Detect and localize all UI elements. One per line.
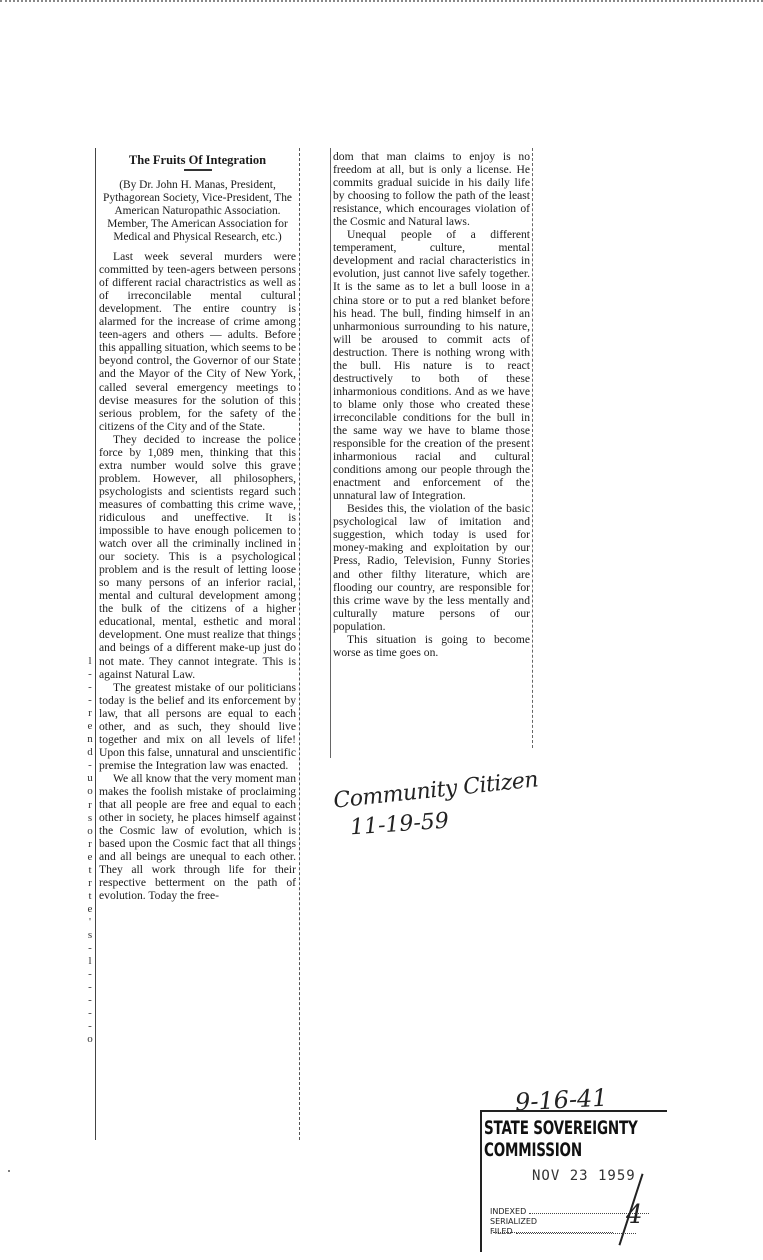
margin-letter: r	[88, 798, 92, 811]
stamp-received-date: NOV 23 1959	[532, 1168, 636, 1184]
column-rule-second-left	[330, 148, 331, 758]
margin-letter: o	[87, 785, 93, 798]
margin-letter: o	[87, 824, 93, 837]
stamp-field-filed: FILED	[490, 1227, 660, 1236]
margin-letter: l	[88, 955, 92, 968]
paragraph: They decided to increase the police force by 1,089 men, thinking that this extra number would solve this grave problem. However, all philosophers, psychologists and scientists regard such measures of combatting this crime wave, ridiculous and uneffective. It is impossible to have enough policemen to watch over all the criminally inclined in our society. This is a psychological problem and is the result of letting loose so many persons of an inferior racial, mental and cultural development among the bulk of the citizens of a higher educational, mental, esthetic and moral development. One must realize that things and beings of a different make-up just do not mate. They cannot integrate. This is against Natural Law.	[99, 432, 296, 681]
margin-letter: o	[87, 1033, 93, 1046]
margin-letter: -	[88, 994, 92, 1007]
handwritten-date-note: 11-19-59	[349, 808, 450, 841]
paragraph: Besides this, the violation of the basic psychological law of imitation and suggestion, which today is used for money-making and exploitation by our Press, Radio, Television, Funny Stories and other filthy literature, which are flooding our country, are responsible for this crime wave by the less mentally and culturally mature persons of our population.	[333, 502, 530, 633]
margin-letter: e	[87, 850, 93, 863]
clipped-margin-letters	[85, 655, 95, 1046]
stamp-field-indexed: INDEXED	[490, 1207, 660, 1216]
stamp-title: STATE SOVEREIGNTY COMMISSION	[484, 1118, 638, 1162]
column-rule-left	[95, 148, 96, 1140]
margin-letter: r	[88, 707, 92, 720]
paragraph: dom that man claims to enjoy is no freedom at all, but is only a license. He commits gradual suicide in his daily life by choosing to follow the path of the least resistance, which encourages violation of the Cosmic and Natural laws.	[333, 150, 530, 229]
margin-letter: '	[89, 915, 91, 928]
headline-rule	[184, 169, 212, 171]
article-column-1	[99, 150, 296, 1140]
article-headline: The Fruits Of Integration	[128, 153, 267, 167]
margin-letter: -	[88, 981, 92, 994]
handwritten-source-note: Community Citizen	[332, 767, 540, 814]
margin-letter: -	[88, 681, 92, 694]
article-column-2	[333, 150, 530, 659]
paragraph: Unequal people of a different temperament, culture, mental development and racial characteristics in evolution, just cannot live safely together. It is the same as to let a bull loose in a china store or to put a red blanket before his head. The bull, finding himself in an unharmonious surrounding to his nature, will be aroused to commit acts of destruction. There is nothing wrong with the bull. His nature is to react destructively to both of these inharmonious conditions. And as we have to blame only those who created these irreconcilable conditions for the bull in the same way we have to blame those responsible for the creation of the present inharmonious racial and cultural conditions among our people through the enactment and enforcement of the unnatural law of Integration.	[333, 228, 530, 503]
article-byline: (By Dr. John H. Manas, President, Pythagorean Society, Vice-President, The American Naturopathic Association. Member, The American Association for Medical and Physical Research, etc.)	[103, 179, 292, 244]
paragraph: Last week several murders were committed by teen-agers between persons of different racial charactristics as well as of irreconcilable mental cultural development. The entire country is alarmed for the increase of crime among teen-agers and others — adults. Before this appalling situation, which seems to be beyond control, the Governor of our State and the Mayor of the City of New York, called several emergency meetings to devise measures for the solution of this serious problem, for the safety of the citizens of the City and of the State.	[99, 250, 296, 433]
scan-speck	[8, 1170, 10, 1172]
margin-letter: -	[88, 942, 92, 955]
margin-letter: -	[88, 1007, 92, 1020]
margin-letter: t	[88, 889, 92, 902]
margin-letter: s	[87, 928, 93, 941]
margin-letter: r	[88, 837, 92, 850]
margin-letter: -	[88, 668, 92, 681]
margin-letter: l	[88, 655, 92, 667]
paragraph: We all know that the very moment man makes the foolish mistake of proclaiming that all people are free and equal to each other in society, he places himself against the Cosmic law of evolution, which is based upon the Cosmic fact that all things and all beings are unequal to each other. They all work through life for their respective betterment on the path of evolution. Today the free-	[99, 771, 296, 903]
margin-letter: t	[88, 863, 92, 876]
column-rule-right	[532, 148, 533, 748]
margin-letter: -	[88, 968, 92, 981]
margin-letter: s	[87, 811, 93, 824]
stamp-file-number: 9-16-41	[514, 1083, 609, 1117]
column-rule-middle	[299, 148, 300, 1140]
margin-letter: r	[88, 876, 92, 889]
stamp-field-serialized: SERIALIZED	[490, 1217, 660, 1235]
margin-letter: -	[88, 759, 92, 772]
margin-letter: -	[88, 694, 92, 707]
paragraph: This situation is going to become worse as time goes on.	[333, 632, 530, 659]
margin-letter: d	[87, 746, 93, 759]
stamp-initial: 4	[626, 1200, 643, 1230]
margin-letter: e	[87, 720, 93, 733]
margin-letter: u	[87, 772, 93, 785]
margin-letter: n	[87, 733, 93, 746]
margin-letter: e	[87, 902, 93, 915]
page-top-dashed-border	[0, 0, 763, 2]
margin-letter: -	[88, 1020, 92, 1033]
paragraph: The greatest mistake of our politicians today is the belief and its enforcement by law, that all persons are equal to each other, and as such, they should live together and mix on all levels of life! Upon this false, unnatural and unscientific premise the Integration law was enacted.	[99, 680, 296, 772]
